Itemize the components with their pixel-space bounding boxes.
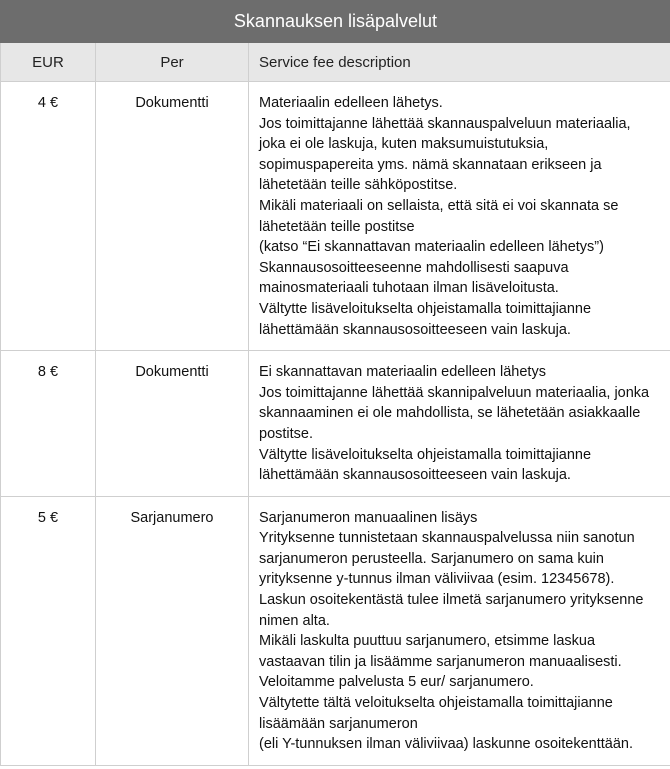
description-line: lähetetään teille postitse (259, 218, 415, 235)
header-eur: EUR (1, 43, 96, 82)
table-row (1, 82, 670, 351)
description-cell (249, 496, 670, 765)
per-cell: Sarjanumero (96, 496, 249, 765)
description-line: Jos toimittajanne lähettää skannipalveluun materiaalia, jonka (259, 384, 650, 401)
description-line: Sarjanumeron manuaalinen lisäys (259, 509, 478, 526)
description-line: Yrityksenne tunnistetaan skannauspalvelussa niin sanotun (259, 530, 635, 547)
description-line: Skannausosoitteeseenne mahdollisesti saapuva (259, 259, 569, 276)
table-row (1, 496, 670, 765)
description-line: sopimuspapereita yms. nämä skannataan erikseen ja (259, 156, 602, 173)
per-cell: Dokumentti (96, 82, 249, 351)
description-line: joka ei ole laskuja, kuten maksumuistutuksia, (259, 136, 549, 153)
description-line: Veloitamme palvelusta 5 eur/ sarjanumero. (259, 674, 534, 691)
price-cell: 8 € (1, 351, 96, 497)
description-line: Laskun osoitekentästä tulee ilmetä sarjanumero yrityksenne (259, 592, 644, 609)
description-line: (eli Y-tunnuksen ilman väliviivaa) laskunne osoitekenttään. (259, 736, 633, 753)
header-row (1, 43, 670, 82)
description-line: skannaaminen ei ole mahdollista, se lähetetään asiakkaalle (259, 405, 641, 422)
description-line: lähettämään skannausosoitteeseen vain laskuja. (259, 467, 571, 484)
description-line: lähetetään teille sähköpostitse. (259, 177, 458, 194)
title-row (1, 1, 670, 43)
description-line: sarjanumeron perusteella. Sarjanumero on sama kuin (259, 550, 604, 567)
description-line: Jos toimittajanne lähettää skannauspalveluun materiaalia, (259, 115, 631, 132)
description-line: vastaavan tilin ja lisäämme sarjanumeron manuaalisesti. (259, 653, 622, 670)
description-line: nimen alta. (259, 612, 330, 629)
description-line: Vältytette tältä veloitukselta ohjeistamalla toimittajianne (259, 695, 613, 712)
description-line: yrityksenne y-tunnus ilman väliviivaa (esim. 12345678). (259, 571, 615, 588)
header-per: Per (96, 43, 249, 82)
table-row (1, 351, 670, 497)
fee-rows (1, 82, 670, 766)
price-cell: 5 € (1, 496, 96, 765)
header-description: Service fee description (249, 43, 670, 82)
price-cell: 4 € (1, 82, 96, 351)
description-line: postitse. (259, 425, 313, 442)
description-line: Vältytte lisäveloitukselta ohjeistamalla toimittajianne (259, 300, 592, 317)
table-title: Skannauksen lisäpalvelut (1, 1, 670, 43)
description-line: (katso “Ei skannattavan materiaalin edelleen lähetys”) (259, 239, 604, 256)
description-line: Ei skannattavan materiaalin edelleen lähetys (259, 364, 546, 381)
description-line: lisäämään sarjanumeron (259, 715, 418, 732)
description-cell (249, 351, 670, 497)
description-cell (249, 82, 670, 351)
description-line: Materiaalin edelleen lähetys. (259, 95, 443, 111)
description-line: Mikäli materiaali on sellaista, että sitä ei voi skannata se (259, 197, 619, 214)
description-line: Mikäli laskulta puuttuu sarjanumero, etsimme laskua (259, 633, 596, 650)
description-line: Vältytte lisäveloitukselta ohjeistamalla toimittajianne (259, 446, 592, 463)
per-cell: Dokumentti (96, 351, 249, 497)
description-line: lähettämään skannausosoitteeseen vain laskuja. (259, 321, 571, 338)
description-line: mainosmateriaali tuhotaan ilman lisäveloitusta. (259, 280, 559, 297)
